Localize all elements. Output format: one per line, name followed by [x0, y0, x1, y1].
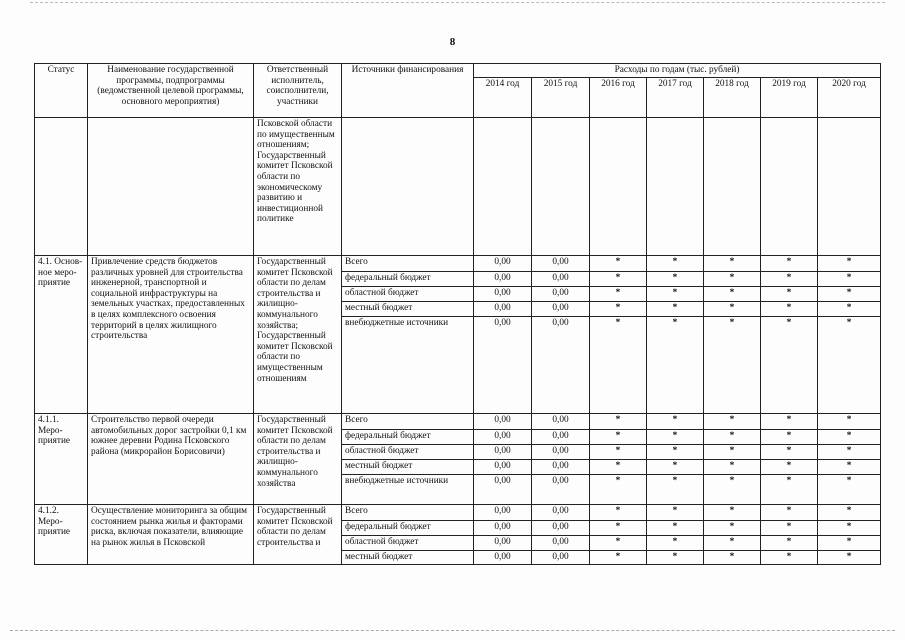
header-year: 2016 год: [590, 78, 647, 118]
expense-value: *: [761, 505, 818, 521]
expense-value: *: [761, 272, 818, 287]
expense-value: *: [704, 551, 761, 565]
section-name: Строительство первой очереди автомобильных дорог застройки 0,1 км южнее деревни Родина Псковского района (микрорайон Борисовичи): [88, 414, 254, 505]
section-executor: Государственный комитет Псковской области по делам строительства и жилищно-коммунального хозяйства: [254, 414, 342, 505]
continuation-sources: [342, 118, 474, 256]
continuation-cell: [474, 118, 532, 256]
expense-value: *: [704, 445, 761, 460]
expense-value: *: [761, 445, 818, 460]
expense-value: *: [818, 414, 881, 430]
header-year: 2015 год: [532, 78, 590, 118]
section-status: 4.1. Основ-ное меро-приятие: [35, 256, 88, 414]
funding-source: местный бюджет: [342, 302, 474, 317]
expense-value: *: [590, 430, 647, 445]
scan-edge-top: [30, 2, 885, 4]
expense-value: 0,00: [532, 460, 590, 475]
expense-value: *: [761, 551, 818, 565]
header-expenses: Расходы по годам (тыс. рублей): [474, 64, 881, 78]
expense-value: 0,00: [532, 256, 590, 272]
expense-value: *: [590, 445, 647, 460]
expense-value: 0,00: [474, 445, 532, 460]
header-row: [35, 64, 881, 78]
expense-value: *: [761, 302, 818, 317]
expense-value: 0,00: [474, 521, 532, 536]
expense-value: 0,00: [532, 475, 590, 505]
expense-value: *: [704, 414, 761, 430]
expense-value: *: [761, 414, 818, 430]
expense-value: *: [818, 521, 881, 536]
expense-value: *: [590, 460, 647, 475]
expense-value: *: [818, 536, 881, 551]
expense-value: *: [647, 521, 704, 536]
expense-value: *: [818, 272, 881, 287]
funding-source: внебюджетные источники: [342, 475, 474, 505]
expense-value: *: [647, 414, 704, 430]
expense-value: *: [761, 536, 818, 551]
continuation-cell: [761, 118, 818, 256]
expense-value: 0,00: [474, 414, 532, 430]
expense-value: 0,00: [532, 287, 590, 302]
expense-value: *: [704, 272, 761, 287]
expense-value: *: [818, 287, 881, 302]
continuation-cell: [704, 118, 761, 256]
expense-value: 0,00: [532, 317, 590, 414]
expense-value: *: [704, 317, 761, 414]
expense-value: 0,00: [532, 445, 590, 460]
expense-value: *: [761, 317, 818, 414]
scan-edge-bottom: [10, 630, 895, 632]
expense-value: *: [704, 256, 761, 272]
funding-source: Всего: [342, 256, 474, 272]
expense-value: *: [818, 551, 881, 565]
header-year: 2014 год: [474, 78, 532, 118]
continuation-cell: [818, 118, 881, 256]
expense-value: *: [590, 287, 647, 302]
header-year: 2017 год: [647, 78, 704, 118]
expense-value: 0,00: [532, 536, 590, 551]
expense-value: 0,00: [474, 302, 532, 317]
expense-value: *: [761, 460, 818, 475]
expense-value: *: [590, 272, 647, 287]
header-sources: Источники финансирования: [342, 64, 474, 118]
section-row: [35, 414, 881, 430]
section-executor: Государственный комитет Псковской области по делам строительства и: [254, 505, 342, 565]
funding-source: федеральный бюджет: [342, 430, 474, 445]
expense-value: *: [647, 317, 704, 414]
expense-value: *: [704, 302, 761, 317]
expense-value: *: [647, 475, 704, 505]
expense-value: *: [647, 256, 704, 272]
expense-value: *: [704, 505, 761, 521]
expense-value: *: [647, 272, 704, 287]
section-row: [35, 505, 881, 521]
expense-value: *: [761, 430, 818, 445]
funding-source: федеральный бюджет: [342, 272, 474, 287]
continuation-status: [35, 118, 88, 256]
funding-source: областной бюджет: [342, 287, 474, 302]
expense-value: *: [818, 505, 881, 521]
expense-value: 0,00: [532, 430, 590, 445]
expense-value: 0,00: [474, 430, 532, 445]
header-year: 2019 год: [761, 78, 818, 118]
page-number: 8: [449, 36, 456, 48]
section-name: Осуществление мониторинга за общим состоянием рынка жилья и факторами риска, включая показатели, влияющие на рынок жилья в Псковской: [88, 505, 254, 565]
expense-value: *: [590, 505, 647, 521]
expense-value: *: [647, 460, 704, 475]
expense-value: *: [761, 521, 818, 536]
continuation-cell: [590, 118, 647, 256]
expense-value: *: [704, 521, 761, 536]
expense-value: *: [818, 302, 881, 317]
expense-value: 0,00: [474, 475, 532, 505]
header-name: Наименование государственной программы, подпрограммы (ведомственной целевой программы, основного мероприятия): [88, 64, 254, 118]
expense-value: *: [647, 551, 704, 565]
section-executor: Государственный комитет Псковской области по делам строительства и жилищно-коммунального хозяйства; Государственный комитет Псковской области по имущественным отношениям: [254, 256, 342, 414]
funding-source: местный бюджет: [342, 460, 474, 475]
funding-source: Всего: [342, 505, 474, 521]
expense-value: 0,00: [474, 317, 532, 414]
section-row: [35, 256, 881, 272]
header-year: 2020 год: [818, 78, 881, 118]
continuation-row: [35, 118, 881, 256]
expense-value: *: [590, 317, 647, 414]
expense-value: 0,00: [474, 536, 532, 551]
funding-source: местный бюджет: [342, 551, 474, 565]
expense-value: 0,00: [532, 272, 590, 287]
expense-value: *: [647, 445, 704, 460]
funding-source: Всего: [342, 414, 474, 430]
expense-value: *: [704, 287, 761, 302]
expense-value: *: [590, 551, 647, 565]
expense-value: 0,00: [532, 551, 590, 565]
expense-value: *: [590, 256, 647, 272]
expense-value: 0,00: [532, 521, 590, 536]
expense-value: *: [590, 521, 647, 536]
expense-value: *: [818, 317, 881, 414]
expense-value: *: [704, 430, 761, 445]
continuation-cell: [532, 118, 590, 256]
expense-value: *: [647, 536, 704, 551]
funding-source: областной бюджет: [342, 536, 474, 551]
expense-value: 0,00: [532, 414, 590, 430]
expense-value: *: [647, 505, 704, 521]
expense-value: *: [590, 302, 647, 317]
funding-source: областной бюджет: [342, 445, 474, 460]
expense-value: *: [761, 287, 818, 302]
expense-value: 0,00: [474, 505, 532, 521]
expense-value: 0,00: [532, 505, 590, 521]
expense-value: *: [647, 430, 704, 445]
expense-value: 0,00: [474, 551, 532, 565]
section-status: 4.1.2. Меро-приятие: [35, 505, 88, 565]
section-status: 4.1.1. Меро-приятие: [35, 414, 88, 505]
expense-value: 0,00: [474, 272, 532, 287]
budget-table: [34, 63, 881, 565]
expense-value: *: [818, 460, 881, 475]
expense-value: 0,00: [474, 460, 532, 475]
expense-value: *: [590, 414, 647, 430]
expense-value: *: [818, 475, 881, 505]
header-executor: Ответственный исполнитель, соисполнители, участники: [254, 64, 342, 118]
expense-value: *: [761, 475, 818, 505]
expense-value: *: [647, 287, 704, 302]
section-name: Привлечение средств бюджетов различных уровней для строительства инженерной, транспортной и социальной инфраструктуры на земельных участках, предоставленных в целях комплексного освоения территорий в целях жилищного строительства: [88, 256, 254, 414]
expense-value: *: [818, 445, 881, 460]
funding-source: федеральный бюджет: [342, 521, 474, 536]
header-status: Статус: [35, 64, 88, 118]
expense-value: 0,00: [532, 302, 590, 317]
continuation-name: [88, 118, 254, 256]
expense-value: *: [590, 536, 647, 551]
expense-value: *: [761, 256, 818, 272]
expense-value: *: [704, 460, 761, 475]
expense-value: *: [590, 475, 647, 505]
expense-value: *: [704, 536, 761, 551]
expense-value: *: [647, 302, 704, 317]
continuation-cell: [647, 118, 704, 256]
header-year: 2018 год: [704, 78, 761, 118]
continuation-executor: Псковской области по имущественным отношениям; Государственный комитет Псковской области по экономическому развитию и инвестиционной политике: [254, 118, 342, 256]
expense-value: 0,00: [474, 287, 532, 302]
expense-value: 0,00: [474, 256, 532, 272]
expense-value: *: [704, 475, 761, 505]
expense-value: *: [818, 256, 881, 272]
expense-value: *: [818, 430, 881, 445]
funding-source: внебюджетные источники: [342, 317, 474, 414]
